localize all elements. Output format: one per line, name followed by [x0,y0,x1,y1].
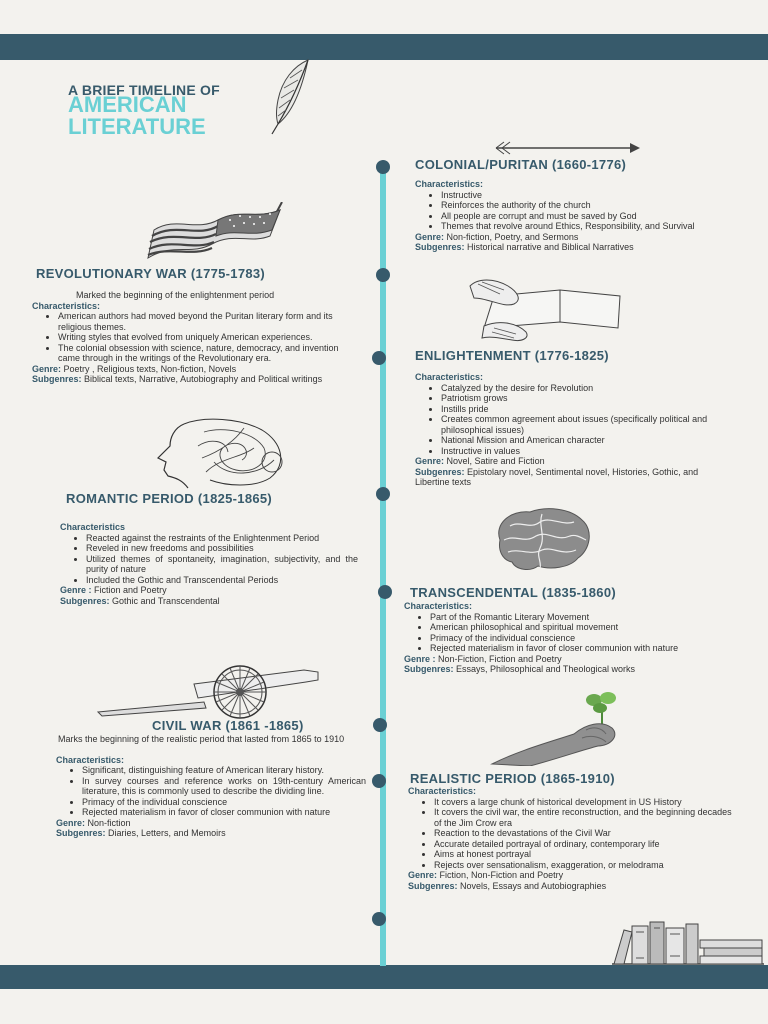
flag-icon [146,202,288,266]
list-item: • Included the Gothic and Transcendental Periods [86,575,358,586]
list-item: • American philosophical and spiritual movement [430,622,714,633]
books-icon [610,916,766,966]
timeline-dot-end [372,912,386,926]
list-item: • Rejected materialism in favor of closer communion with nature [430,643,714,654]
title-main [68,94,206,138]
enlightenment-section [415,372,715,488]
list-item: • Patriotism grows [441,393,715,404]
title-line-2: AMERICAN [68,92,187,117]
list-item: • All people are corrupt and must be saved by God [441,211,745,222]
realistic-list [408,797,738,871]
revolutionary-section [32,290,362,385]
romantic-characteristics-label: Characteristics [60,522,126,532]
transcendental-heading: TRANSCENDENTAL (1835-1860) [410,585,616,600]
transcendental-list [404,612,714,654]
transcendental-section [404,601,714,675]
list-item: • Rejected materialism in favor of closer communion with nature [82,807,366,818]
list-item: • Reveled in new freedoms and possibilities [86,543,358,554]
list-item: • Writing styles that evolved from uniquely American experiences. [58,332,362,343]
revolutionary-subgenres: Subgenres: Biblical texts, Narrative, Autobiography and Political writings [32,374,323,384]
list-item: • It covers a large chunk of historical development in US History [434,797,738,808]
realistic-characteristics-label: Characteristics: [408,786,477,796]
realistic-heading: REALISTIC PERIOD (1865-1910) [410,771,615,786]
enlightenment-subgenres: Subgenres: Epistolary novel, Sentimental novel, Histories, Gothic, and Libertine texts [415,466,699,487]
transcendental-genre: Genre : Non-Fiction, Fiction and Poetry [404,653,562,664]
revolutionary-list [32,311,362,364]
civil-war-characteristics-label: Characteristics: [56,754,125,765]
list-item: • Aims at honest portrayal [434,849,738,860]
enlightenment-heading: ENLIGHTENMENT (1776-1825) [415,348,609,363]
list-item: • Primacy of the individual conscience [430,633,714,644]
transcendental-characteristics-label: Characteristics: [404,601,473,611]
romantic-heading: ROMANTIC PERIOD (1825-1865) [66,491,273,506]
civil-war-intro: Marks the beginning of the realistic period that lasted from 1865 to 1910 [58,734,345,744]
list-item: • Reaction to the devastations of the Civil War [434,828,738,839]
list-item: • Instructive in values [441,446,715,457]
list-item: • The colonial obsession with science, nature, democracy, and invention came through in the writings of the Revolutionary era. [58,343,362,364]
colonial-subgenres: Subgenres: Historical narrative and Biblical Narratives [415,242,634,252]
timeline-dot-transcendental [378,585,392,599]
civil-war-heading: CIVIL WAR (1861 -1865) [152,718,304,733]
colonial-genre: Genre: Non-fiction, Poetry, and Sermons [415,231,579,242]
list-item: • Themes that revolve around Ethics, Responsibility, and Survival [441,221,745,232]
hands-book-icon [464,276,626,346]
list-item: • Instructive [441,190,745,201]
list-item: • Primacy of the individual conscience [82,797,366,808]
revolutionary-heading: REVOLUTIONARY WAR (1775-1783) [36,266,266,281]
revolutionary-genre: Genre: Poetry , Religious texts, Non-fiction, Novels [32,363,237,374]
civil-war-section [56,734,366,839]
feather-icon [264,58,314,136]
list-item: • Utilized themes of spontaneity, imagination, subjectivity, and the purity of nature [86,554,358,575]
colonial-heading: COLONIAL/PURITAN (1660-1776) [415,157,627,172]
colonial-section [415,179,745,253]
civil-war-list [56,765,366,818]
list-item: • American authors had moved beyond the Puritan literary form and its religious themes. [58,311,362,332]
cannon-icon [94,664,322,720]
list-item: • Instills pride [441,404,715,415]
romantic-list [60,533,358,586]
list-item: • Reinforces the authority of the church [441,200,745,211]
enlightenment-characteristics-label: Characteristics: [415,372,484,382]
timeline-line [380,166,386,966]
list-item: • Accurate detailed portrayal of ordinary, contemporary life [434,839,738,850]
romantic-subgenres: Subgenres: Gothic and Transcendental [60,595,220,606]
romantic-genre: Genre : Fiction and Poetry [60,585,167,595]
list-item: • In survey courses and reference works on 19th-century American literature, this is commonly used to describe the dividing line. [82,776,366,797]
colonial-characteristics-label: Characteristics: [415,179,484,189]
bottom-band [0,965,768,989]
list-item: • Catalyzed by the desire for Revolution [441,383,715,394]
revolutionary-characteristics-label: Characteristics: [32,300,101,311]
enlightenment-list [415,383,715,457]
realistic-genre: Genre: Fiction, Non-Fiction and Poetry [408,870,564,880]
list-item: • National Mission and American character [441,435,715,446]
top-band [0,34,768,60]
timeline-dot-romantic [376,487,390,501]
enlightenment-genre: Genre: Novel, Satire and Fiction [415,456,545,466]
timeline-dot-realistic [372,774,386,788]
list-item: • Reacted against the restraints of the Enlightenment Period [86,533,358,544]
civil-war-genre: Genre: Non-fiction [56,817,131,828]
timeline-dot-enlightenment [372,351,386,365]
brain-icon [490,506,594,574]
timeline-dot-colonial [376,160,390,174]
list-item: • Rejects over sensationalism, exaggeration, or melodrama [434,860,738,871]
list-item: • Significant, distinguishing feature of American literary history. [82,765,366,776]
colonial-list [415,190,745,232]
list-item: • It covers the civil war, the entire reconstruction, and the beginning decades of the Jim Crow era [434,807,738,828]
revolutionary-intro: Marked the beginning of the enlightenment period [76,290,275,300]
title-line-1: A BRIEF TIMELINE OF [68,82,220,98]
head-profile-icon [144,418,292,492]
title-line-3: LITERATURE [68,114,206,139]
transcendental-subgenres: Subgenres: Essays, Philosophical and Theological works [404,664,635,674]
timeline-dot-civil-war [373,718,387,732]
list-item: • Creates common agreement about issues (specifically political and philosophical issues) [441,414,715,435]
hand-sprout-icon [490,690,622,766]
civil-war-subgenres: Subgenres: Diaries, Letters, and Memoirs [56,828,226,838]
romantic-section [60,522,358,606]
realistic-subgenres: Subgenres: Novels, Essays and Autobiographies [408,880,607,891]
timeline-dot-revolutionary [376,268,390,282]
list-item: • Part of the Romantic Literary Movement [430,612,714,623]
realistic-section [408,786,738,891]
arrow-icon [492,140,642,156]
